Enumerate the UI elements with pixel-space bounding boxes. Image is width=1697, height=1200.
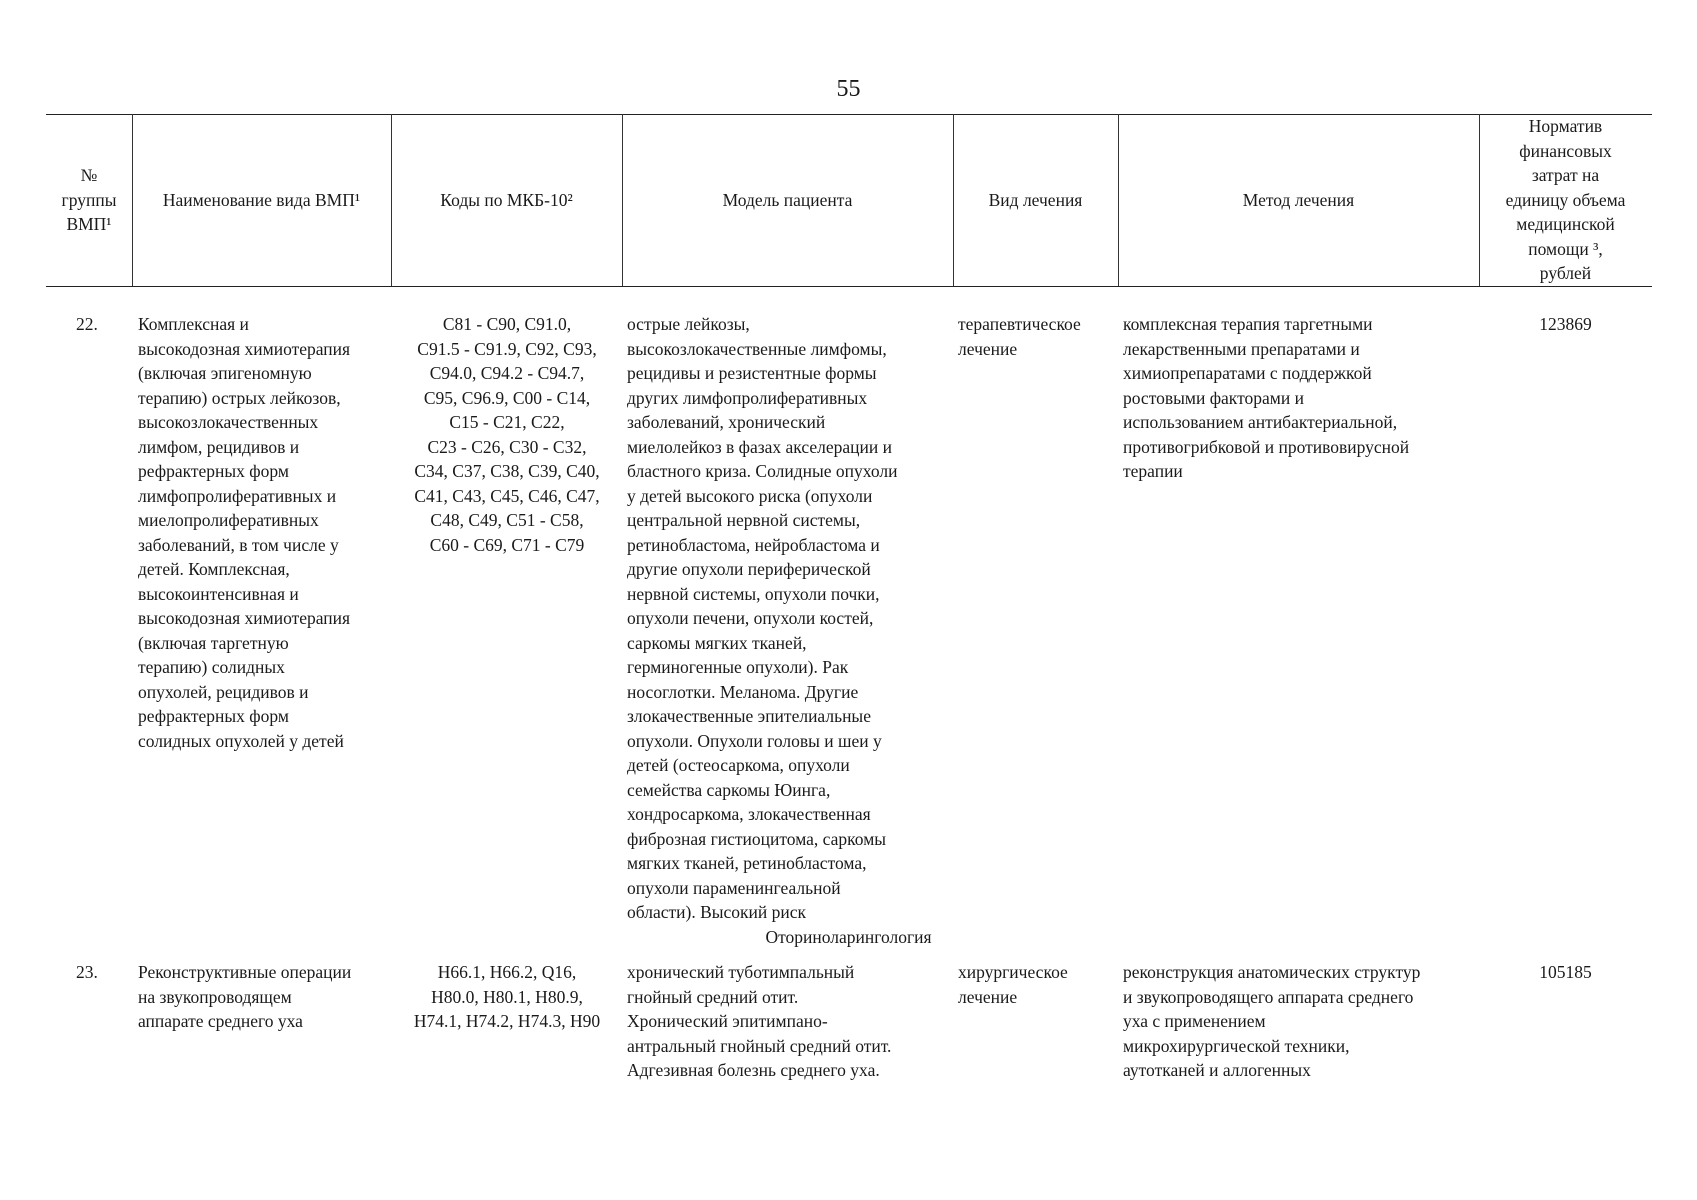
row-23-name: Реконструктивные операции на звукопроводящем аппарате среднего уха: [138, 962, 352, 1031]
row-22-codes: C81 - C90, C91.0, C91.5 - C91.9, C92, C93, C94.0, C94.2 - C94.7, C95, C96.9, C00 - C14, C15 - C21, C22, C23 - C26, C30 - C32, C34, C37, C38, C39, C40, C41, C43, C45, C46, C47, C48, C49, C51 - C58, C60 - C69, C71 - C79: [414, 314, 600, 555]
section-title: Оториноларингология: [765, 927, 932, 947]
row-23-treatment-type: хирургическое лечение: [958, 962, 1068, 1007]
header-treatment-type: Вид лечения: [988, 189, 1083, 210]
row-23-treatment-method: реконструкция анатомических структур и звукопроводящего аппарата среднего уха с применением микрохирургической техники, аутотканей и аллогенных: [1123, 962, 1421, 1080]
row-23-cost: 105185: [1539, 962, 1592, 982]
header-icd-codes: Коды по МКБ-10²: [440, 189, 573, 210]
header-treatment-method: Метод лечения: [1242, 189, 1355, 210]
row-22-cost: 123869: [1539, 314, 1592, 334]
row-22-number: 22.: [76, 314, 98, 334]
header-name: Наименование вида ВМП¹: [162, 189, 361, 210]
page-number: 55: [836, 76, 861, 102]
header-patient-model: Модель пациента: [722, 189, 853, 210]
row-23-patient-model: хронический туботимпальный гнойный средний отит. Хронический эпитимпано- антральный гнойный средний отит. Адгезивная болезнь среднего уха.: [627, 962, 892, 1080]
row-22-name: Комплексная и высокодозная химиотерапия (включая эпигеномную терапию) острых лейкозов, высокозлокачественных лимфом, рецидивов и рефрактерных форм лимфопролиферативных и миелопролиферативных заболеваний, в том числе у детей. Комплексная, высокоинтенсивная и высокодозная химиотерапия (включая таргетную терапию) солидных опухолей, рецидивов и рефрактерных форм солидных опухолей у детей: [138, 314, 351, 751]
row-23-codes: H66.1, H66.2, Q16, H80.0, H80.1, H80.9, H74.1, H74.2, H74.3, H90: [413, 962, 601, 1031]
row-22-treatment-method: комплексная терапия таргетными лекарственными препаратами и химиопрепаратами с поддержкой ростовыми факторами и использованием антибактериальной, противогрибковой и противовирусной терапии: [1123, 314, 1410, 481]
row-22-patient-model: острые лейкозы, высокозлокачественные лимфомы, рецидивы и резистентные формы других лимфопролиферативных заболеваний, хронический миелолейкоз в фазах акселерации и бластного криза. Солидные опухоли у детей высокого риска (опухоли центральной нервной системы, ретинобластома, нейробластома и другие опухоли периферической нервной системы, опухоли почки, опухоли печени, опухоли костей, саркомы мягких тканей, герминогенные опухоли). Рак носоглотки. Меланома. Другие злокачественные эпителиальные опухоли. Опухоли головы и шеи у детей (остеосаркома, опухоли семейства саркомы Юинга, хондросаркома, злокачественная фиброзная гистиоцитома, саркомы мягких тканей, ретинобластома, опухоли параменингеальной области). Высокий риск: [627, 314, 898, 922]
row-23-number: 23.: [76, 962, 98, 982]
table-header-bottom-rule: [46, 286, 1652, 287]
row-22-treatment-type: терапевтическое лечение: [958, 314, 1081, 359]
header-group-no: № группы ВМП¹: [61, 165, 117, 235]
header-cost-norm: Норматив финансовых затрат на единицу объема медицинской помощи ³, рублей: [1505, 116, 1626, 284]
